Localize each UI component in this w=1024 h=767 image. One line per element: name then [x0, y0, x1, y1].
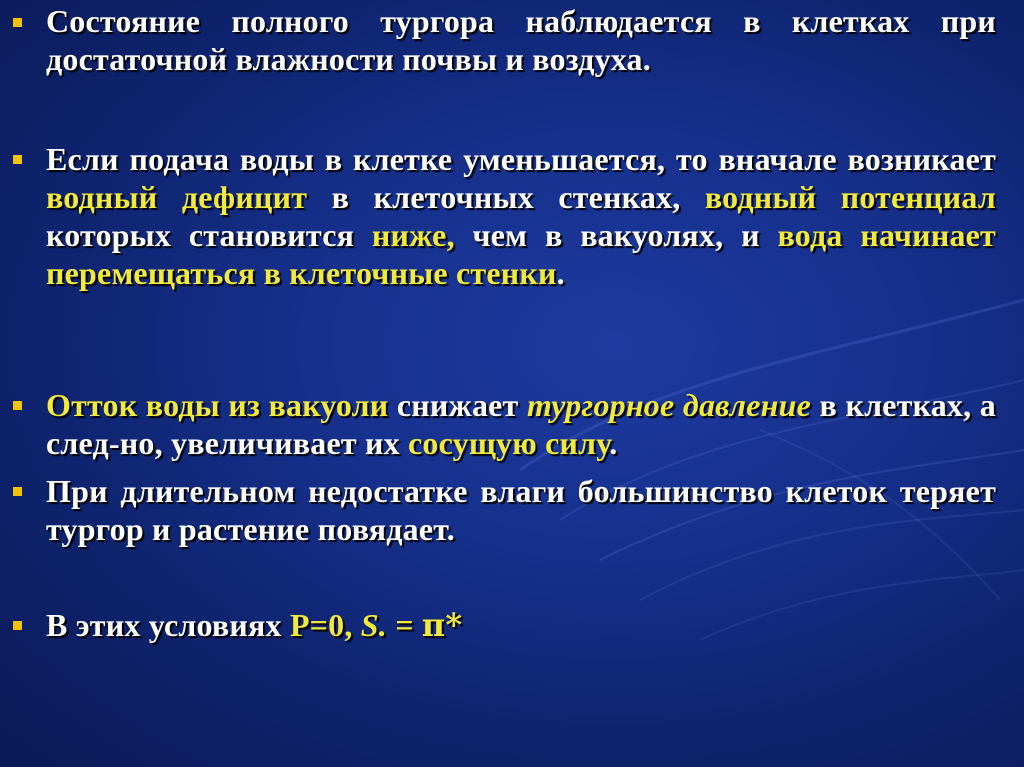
highlight-segment: вода начинает перемещаться в клеточные стенки [46, 217, 996, 291]
bullet-marker [13, 621, 22, 630]
highlight-segment: водный потенциал [704, 179, 996, 215]
bullet-text-plain: Состояние полного тургора наблюдается в клетках при достаточной влажности почвы и воздуха. [46, 3, 996, 77]
text-segment: чем в вакуолях, и [454, 217, 778, 253]
highlight-segment: Отток воды из вакуоли [46, 387, 389, 423]
bullet-marker [13, 487, 22, 496]
bullet-text [46, 2, 996, 78]
text-segment: В этих условиях [46, 607, 290, 643]
text-segment [353, 607, 361, 643]
text-segment: в клетках, а след-но, увеличивает их [46, 387, 996, 461]
bullet-text [46, 472, 996, 548]
text-segment: . [556, 255, 565, 291]
bullet-marker [13, 18, 22, 27]
text-segment: в клеточных стенках, [307, 179, 705, 215]
highlight-segment: ниже, [371, 217, 455, 253]
text-segment: снижает [388, 387, 527, 423]
highlight-segment: водный дефицит [46, 179, 308, 215]
highlight-segment: сосущую силу [408, 425, 610, 461]
bullet-text [46, 140, 996, 292]
text-segment: Если подача воды в клетке уменьшается, то вначале возникает [46, 141, 996, 177]
bullet-marker [13, 155, 22, 164]
bullet-text [46, 606, 996, 644]
formula-pressure: Р=0, [289, 607, 353, 643]
bullet-text-plain: При длительном недостатке влаги большинство клеток теряет тургор и растение повядает. [46, 473, 996, 547]
formula-osmotic: π* [421, 606, 463, 644]
bullet-text [46, 386, 996, 462]
text-segment: которых становится [46, 217, 372, 253]
text-segment: . [609, 425, 618, 461]
highlight-italic-segment: тургорное давление [526, 387, 812, 423]
bullet-marker [13, 401, 22, 410]
formula-suction: S. = [360, 607, 422, 643]
